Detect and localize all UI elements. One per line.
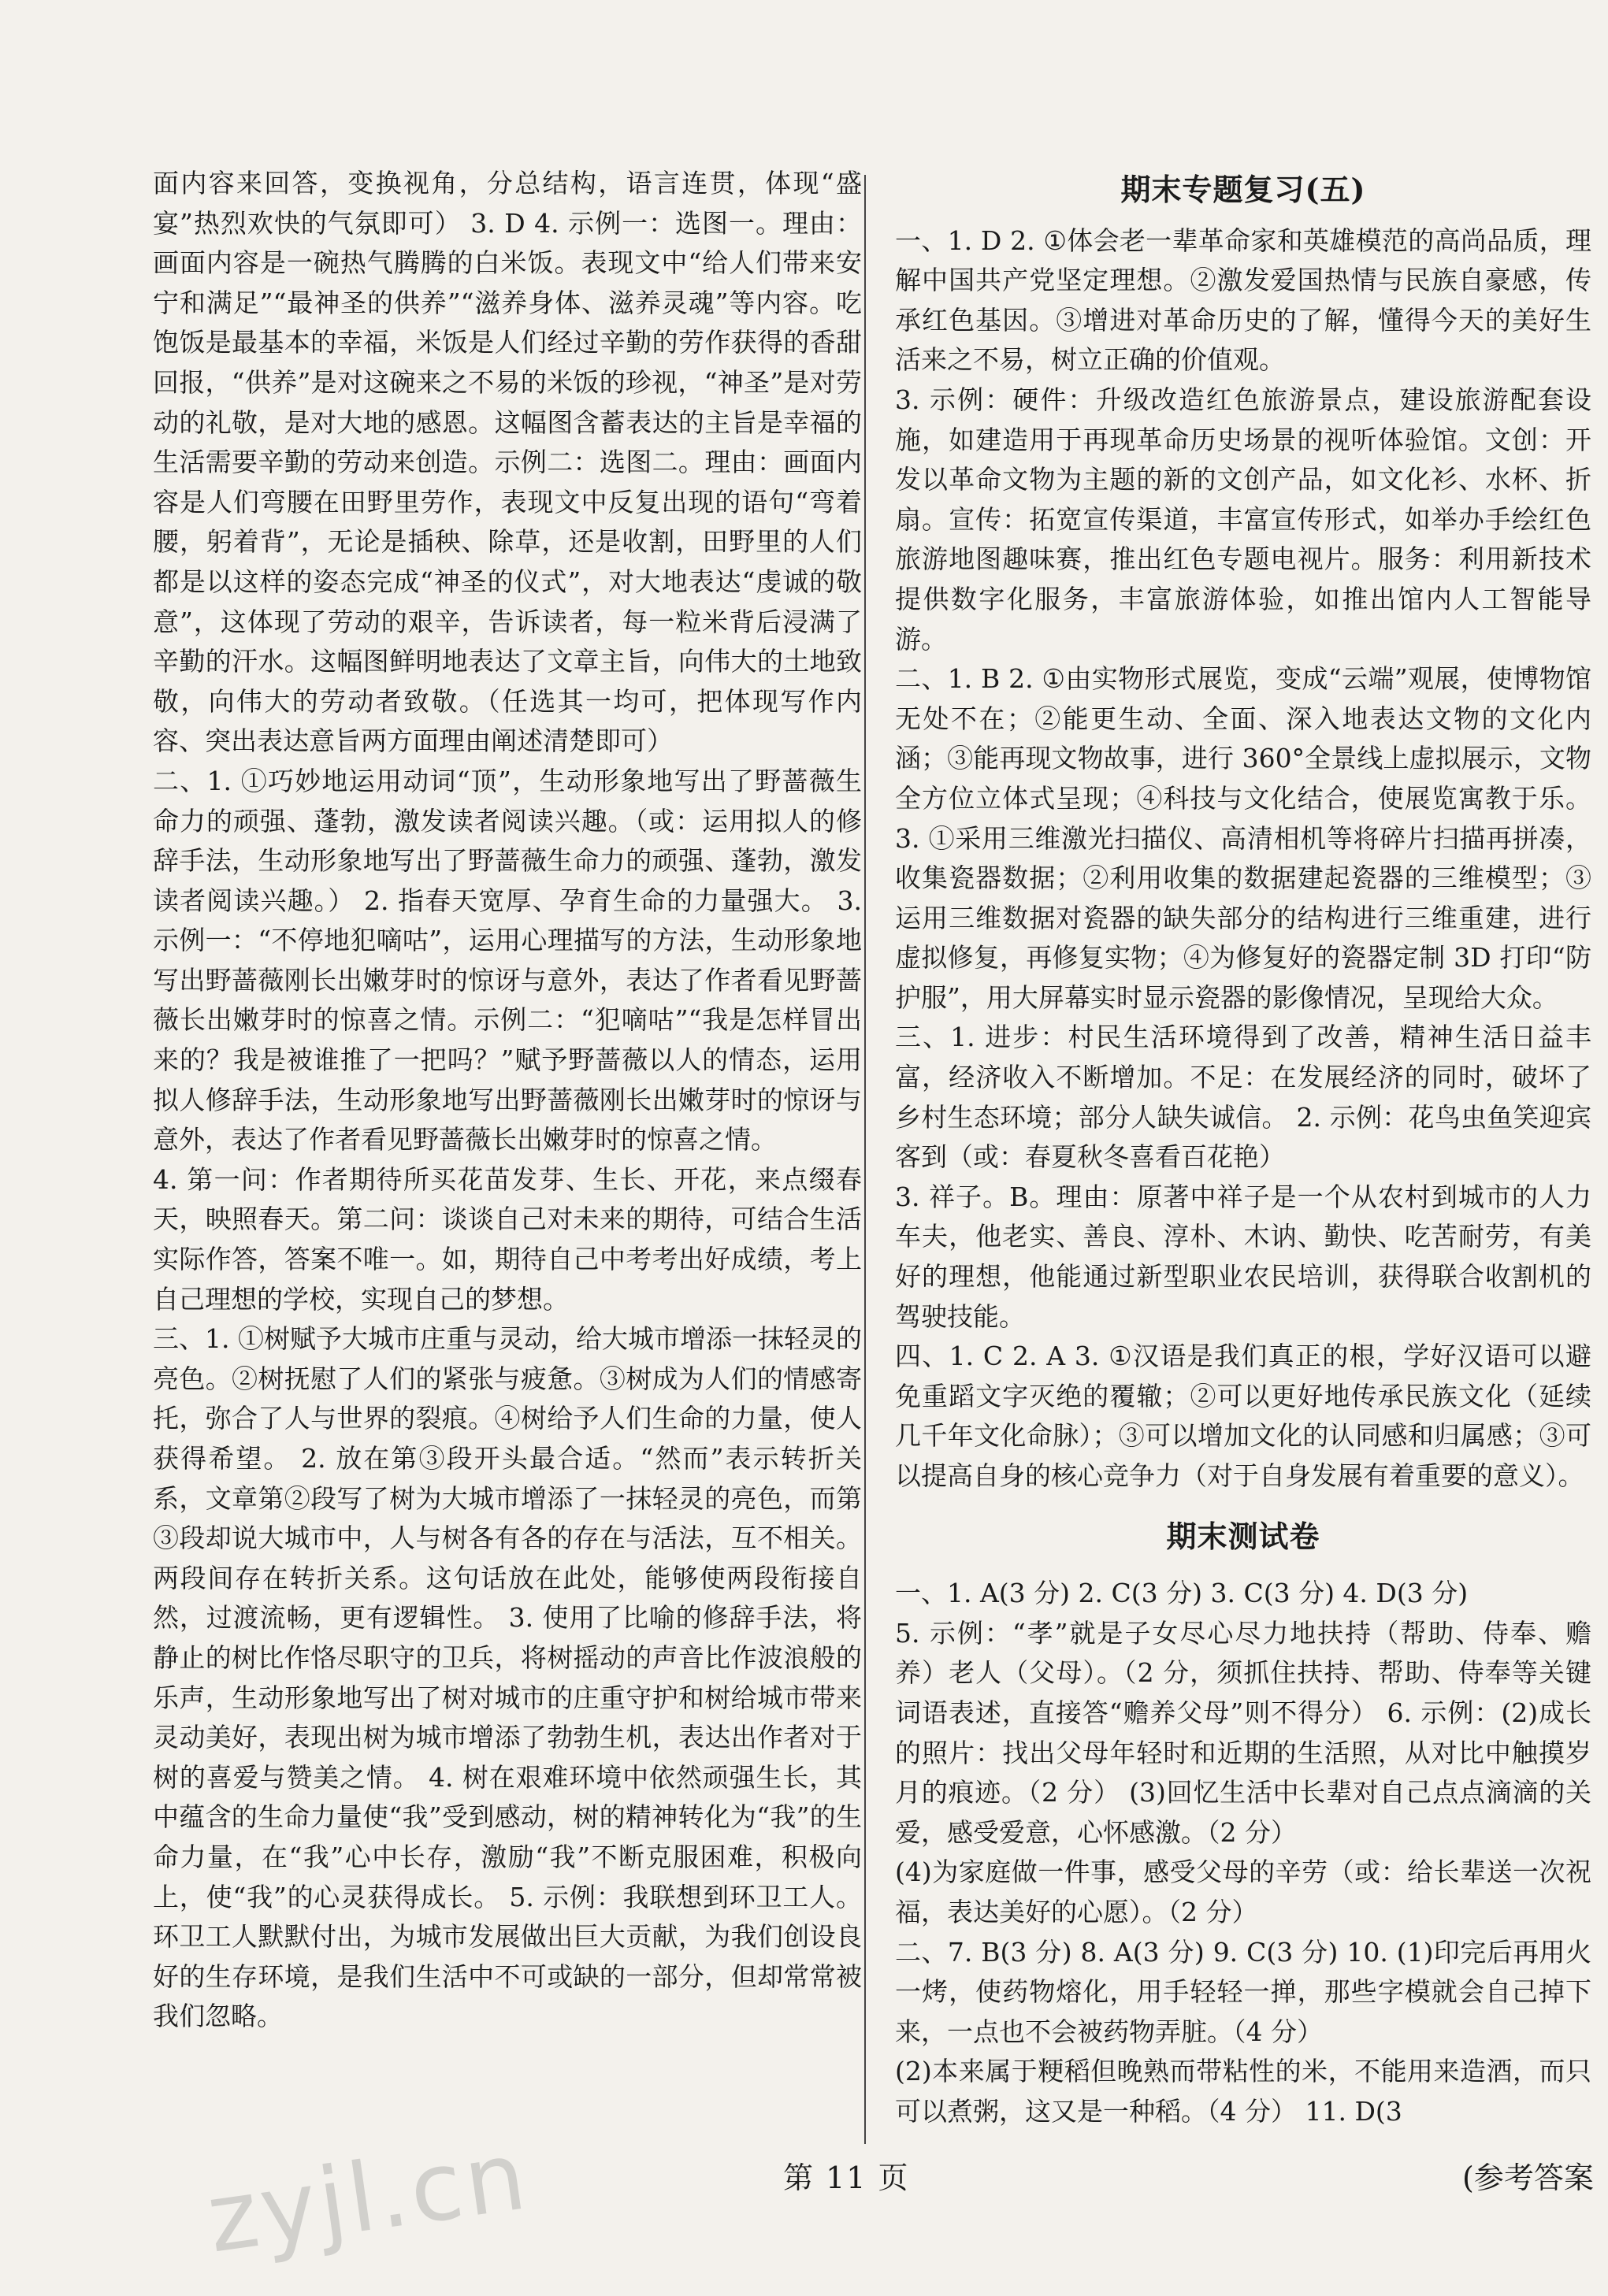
left-paragraph-4: 三、1. ①树赋予大城市庄重与灵动，给大城市增添一抹轻灵的亮色。②树抚慰了人们的紧张与疲惫。③树成为人们的情感寄托，弥合了人与世界的裂痕。④树给予人们生命的力量，使人获得希望。 2. 放在第③段开头最合适。“然而”表示转折关系，文章第②段写了树为大城市增添了一抹轻灵的亮色，而第③段却说大城市中，人与树各有各的存在与活法，互不相关。两段间存在转折关系。这句话放在此处，能够使两段衔接自然，过渡流畅，更有逻辑性。 3. 使用了比喻的修辞手法，将静止的树比作恪尽职守的卫兵，将树摇动的声音比作波浪般的乐声，生动形象地写出了树对城市的庄重守护和树给城市带来灵动美好，表现出树为城市增添了勃勃生机，表达出作者对于树的喜爱与赞美之情。 4. 树在艰难环境中依然顽强生长，其中蕴含的生命力量使“我”受到感动，树的精神转化为“我”的生命力量，在“我”心中长存，激励“我”不断克服困难，积极向上，使“我”的心灵获得成长。 5. 示例：我联想到环卫工人。环卫工人默默付出，为城市发展做出巨大贡献，为我们创设良好的生存环境，是我们生活中不可或缺的一部分，但却常常被我们忽略。 <box>153 1323 862 2032</box>
test-paragraph-3: (4)为家庭做一件事，感受父母的辛劳（或：给长辈送一次祝福，表达美好的心愿）。（2 分） <box>895 1856 1591 1927</box>
left-column <box>153 164 862 2037</box>
section-title-final-test: 期末测试卷 <box>1166 1518 1320 1554</box>
page-number: 第 11 页 <box>783 2161 910 2195</box>
section-title-review: 期末专题复习(五) <box>1120 172 1366 207</box>
left-paragraph-1: 面内容来回答，变换视角，分总结构，语言连贯，体现“盛宴”热烈欢快的气氛即可） 3. D 4. 示例一：选图一。理由：画面内容是一碗热气腾腾的白米饭。表现文中“给人们带来安宁和满足”“最神圣的供养”“滋养身体、滋养灵魂”等内容。吃饱饭是最基本的幸福，米饭是人们经过辛勤的劳作获得的香甜回报，“供养”是对这碗来之不易的米饭的珍视，“神圣”是对劳动的礼敬，是对大地的感恩。这幅图含蓄表达的主旨是幸福的生活需要辛勤的劳动来创造。示例二：选图二。理由：画面内容是人们弯腰在田野里劳作，表现文中反复出现的语句“弯着腰，躬着背”，无论是插秧、除草，还是收割，田野里的人们都是以这样的姿态完成“神圣的仪式”，对大地表达“虔诚的敬意”，这体现了劳动的艰辛，告诉读者，每一粒米背后浸满了辛勤的汗水。这幅图鲜明地表达了文章主旨，向伟大的土地致敬，向伟大的劳动者致敬。（任选其一均可，把体现写作内容、突出表达意旨两方面理由阐述清楚即可） <box>153 168 862 757</box>
left-paragraph-3: 4. 第一问：作者期待所买花苗发芽、生长、开花，来点缀春天，映照春天。第二问：谈谈自己对未来的期待，可结合生活实际作答，答案不唯一。如，期待自己中考考出好成绩，考上自己理想的学校，实现自己的梦想。 <box>153 1163 862 1315</box>
review-paragraph-5: 3. 祥子。B。理由：原著中祥子是一个从农村到城市的人力车夫，他老实、善良、淳朴、木讷、勤快、吃苦耐劳，有美好的理想，他能通过新型职业农民培训，获得联合收割机的驾驶技能。 <box>895 1181 1591 1332</box>
review-paragraph-3: 二、1. B 2. ①由实物形式展览，变成“云端”观展，使博物馆无处不在；②能更生动、全面、深入地表达文物的文化内涵；③能再现文物故事，进行 360°全景线上虚拟展示，文物全方位立体式呈现；④科技与文化结合，使展览寓教于乐。 3. ①采用三维激光扫描仪、高清相机等将碎片扫描再拼凑，收集瓷器数据；②利用收集的数据建起瓷器的三维模型；③运用三维数据对瓷器的缺失部分的结构进行三维重建，进行虚拟修复，再修复实物；④为修复好的瓷器定制 3D 打印“防护服”，用大屏幕实时显示瓷器的影像情况，呈现给大众。 <box>895 663 1591 1013</box>
test-paragraph-4: 二、7. B(3 分) 8. A(3 分) 9. C(3 分) 10. (1)印完后再用火一烤，使药物熔化，用手轻轻一掸，那些字模就会自己掉下来，一点也不会被药物弄脏。（4 分） <box>895 1936 1591 2047</box>
test-paragraph-1: 一、1. A(3 分) 2. C(3 分) 3. C(3 分) 4. D(3 分) <box>895 1578 1469 1609</box>
review-paragraph-2: 3. 示例：硬件：升级改造红色旅游景点，建设旅游配套设施，如建造用于再现革命历史场景的视听体验馆。文创：开发以革命文物为主题的新的文创产品，如文化衫、水杯、折扇。宣传：拓宽宣传渠道，丰富宣传形式，如举办手绘红色旅游地图趣味赛，推出红色专题电视片。服务：利用新技术提供数字化服务，丰富旅游体验，如推出馆内人工智能导游。 <box>895 384 1591 655</box>
review-paragraph-6: 四、1. C 2. A 3. ①汉语是我们真正的根，学好汉语可以避免重蹈文字灭绝的覆辙；②可以更好地传承民族文化（延续几千年文化命脉）；③可以增加文化的认同感和归属感；③可以提高自身的核心竞争力（对于自身发展有着重要的意义）。 <box>895 1341 1591 1491</box>
right-column <box>895 164 1591 2132</box>
watermark: zyjl.cn <box>201 2121 536 2275</box>
test-paragraph-5: (2)本来属于粳稻但晚熟而带粘性的米，不能用来造酒，而只可以煮粥，这又是一种稻。（4 分） 11. D(3 <box>895 2056 1591 2127</box>
review-paragraph-4: 三、1. 进步：村民生活环境得到了改善，精神生活日益丰富，经济收入不断增加。不足：在发展经济的同时，破坏了乡村生态环境；部分人缺失诚信。 2. 示例：花鸟虫鱼笑迎宾客到（或：春夏秋冬喜看百花艳） <box>895 1022 1591 1173</box>
test-paragraph-2: 5. 示例：“孝”就是子女尽心尽力地扶持（帮助、侍奉、赡养）老人（父母）。（2 分，须抓住扶持、帮助、侍奉等关键词语表述，直接答“赡养父母”则不得分） 6. 示例：(2)成长的照片：找出父母年轻时和近期的生活照，从对比中触摸岁月的痕迹。（2 分） (3)回忆生活中长辈对自己点点滴滴的关爱，感受爱意，心怀感激。（2 分） <box>895 1617 1591 1848</box>
column-divider <box>864 175 866 2144</box>
review-paragraph-1: 一、1. D 2. ①体会老一辈革命家和英雄模范的高尚品质，理解中国共产党坚定理想。②激发爱国热情与民族自豪感，传承红色基因。③增进对革命历史的了解，懂得今天的美好生活来之不易，树立正确的价值观。 <box>895 224 1591 376</box>
answer-key-note: (参考答案 <box>1462 2161 1594 2195</box>
left-paragraph-2: 二、1. ①巧妙地运用动词“顶”，生动形象地写出了野蔷薇生命力的顽强、蓬勃，激发读者阅读兴趣。（或：运用拟人的修辞手法，生动形象地写出了野蔷薇生命力的顽强、蓬勃，激发读者阅读兴趣。） 2. 指春天宽厚、孕育生命的力量强大。 3. 示例一：“不停地犯嘀咕”，运用心理描写的方法，生动形象地写出野蔷薇刚长出嫩芽时的惊讶与意外，表达了作者看见野蔷薇长出嫩芽时的惊喜之情。示例二：“犯嘀咕”“我是怎样冒出来的？我是被谁推了一把吗？”赋予野蔷薇以人的情态，运用拟人修辞手法，生动形象地写出野蔷薇刚长出嫩芽时的惊讶与意外，表达了作者看见野蔷薇长出嫩芽时的惊喜之情。 <box>153 765 862 1155</box>
